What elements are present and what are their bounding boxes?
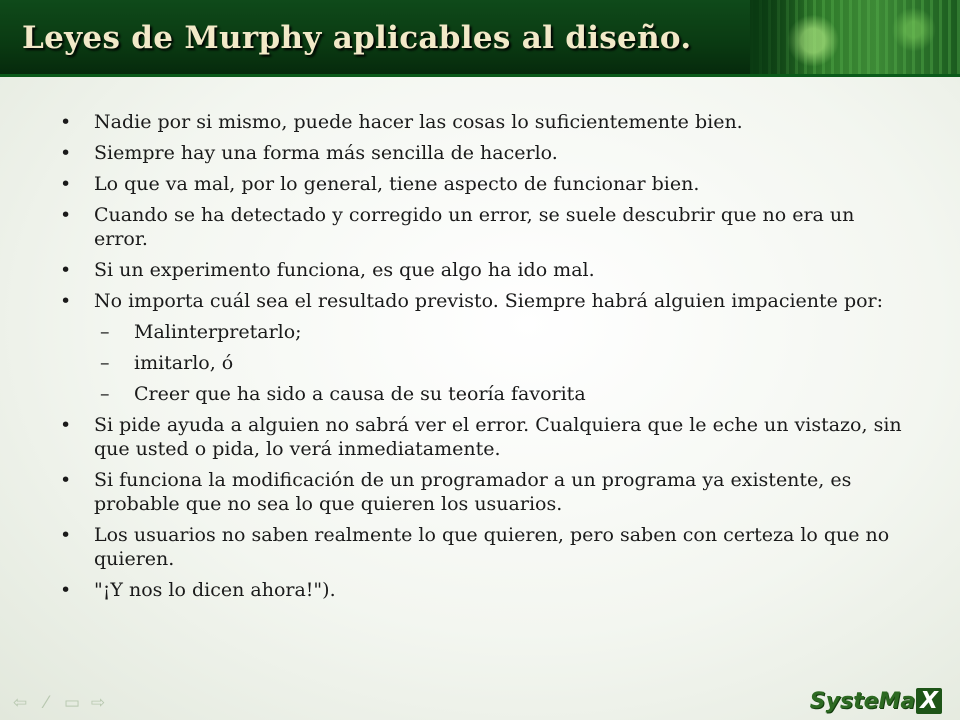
list-item [58, 172, 908, 196]
dash-marker: – [100, 383, 110, 405]
list-item-text: "¡Y nos lo dicen ahora!"). [94, 579, 336, 601]
bullet-marker: • [60, 204, 72, 226]
pen-icon[interactable]: ⁄ [44, 693, 48, 713]
bullet-marker: • [60, 142, 72, 164]
dash-marker: – [100, 321, 110, 343]
bullet-marker: • [60, 579, 72, 601]
list-item-text: Cuando se ha detectado y corregido un error, se suele descubrir que no era un error. [94, 204, 855, 250]
bullet-marker: • [60, 524, 72, 546]
header-decorative-image [750, 0, 960, 74]
menu-icon[interactable]: ▭ [63, 693, 81, 713]
list-item [58, 468, 908, 516]
bullet-marker: • [60, 469, 72, 491]
arrow-left-icon[interactable]: ⇦ [12, 693, 28, 713]
list-item-text: Si un experimento funciona, es que algo ha ido mal. [94, 259, 595, 281]
arrow-right-icon[interactable]: ⇨ [90, 693, 106, 713]
list-item-text: Los usuarios no saben realmente lo que quieren, pero saben con certeza lo que no quieren. [94, 524, 890, 570]
list-item [58, 289, 908, 313]
logo-text: SysteMa [809, 689, 916, 714]
bullet-marker: • [60, 290, 72, 312]
systemax-logo [810, 688, 942, 714]
list-item-text: Lo que va mal, por lo general, tiene aspecto de funcionar bien. [94, 173, 700, 195]
slide-body [58, 110, 908, 609]
sub-list-item [58, 351, 908, 375]
list-item-text: Nadie por si mismo, puede hacer las cosas lo suficientemente bien. [94, 111, 743, 133]
list-item [58, 110, 908, 134]
bullet-marker: • [60, 259, 72, 281]
list-item-text: Siempre hay una forma más sencilla de hacerlo. [94, 142, 558, 164]
list-item-text: imitarlo, ó [134, 352, 234, 374]
dash-marker: – [100, 352, 110, 374]
bullet-marker: • [60, 173, 72, 195]
sub-list-item [58, 382, 908, 406]
list-item-text: Creer que ha sido a causa de su teoría favorita [134, 383, 586, 405]
slide-title: Leyes de Murphy aplicables al diseño. [22, 20, 692, 56]
bullet-list [58, 110, 908, 602]
list-item [58, 203, 908, 251]
sub-list-item [58, 320, 908, 344]
list-item [58, 413, 908, 461]
list-item [58, 258, 908, 282]
bullet-marker: • [60, 111, 72, 133]
list-item-text: Si funciona la modificación de un programador a un programa ya existente, es probable que no sea lo que quieren los usuarios. [94, 469, 852, 515]
list-item-text: Si pide ayuda a alguien no sabrá ver el error. Cualquiera que le eche un vistazo, sin que usted o pida, lo verá inmediatamente. [94, 414, 902, 460]
list-item [58, 578, 908, 602]
list-item [58, 523, 908, 571]
list-item-text: Malinterpretarlo; [134, 321, 302, 343]
list-item [58, 141, 908, 165]
slide-header [0, 0, 960, 77]
bullet-marker: • [60, 414, 72, 436]
slide-navigation [10, 694, 108, 712]
logo-x-mark: X [916, 688, 942, 714]
list-item-text: No importa cuál sea el resultado previsto. Siempre habrá alguien impaciente por: [94, 290, 884, 312]
